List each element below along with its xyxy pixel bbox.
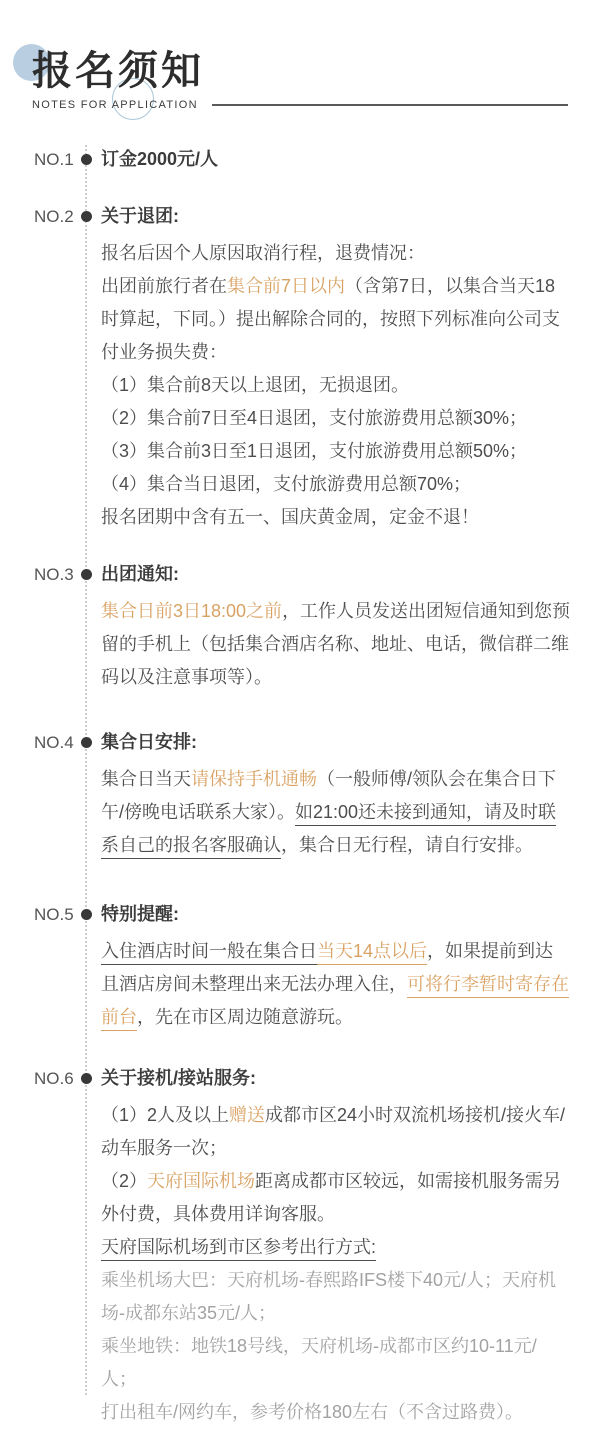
underlined-text: 入住酒店时间一般在集合日 <box>101 941 317 961</box>
section-assembly-day <box>0 726 600 862</box>
bullet-col <box>80 558 92 580</box>
text-run: （一般师傅/领队会在集合日下午/傍晚电话联系大家）。 <box>101 769 556 822</box>
text-run: 出团前旅行者在 <box>101 276 227 296</box>
text-run: （1）2人及以上 <box>101 1105 230 1125</box>
underlined-highlight-text: 可将行李暂时寄存在前台 <box>101 974 569 1027</box>
notes-list <box>0 143 600 1429</box>
page-title: 报名须知 <box>32 49 204 93</box>
paragraph-intro: 报名后因个人原因取消行程，退费情况： <box>101 243 425 263</box>
section-title: 集合日安排: <box>101 732 197 752</box>
paragraph <box>101 595 571 694</box>
bullet-dot-icon <box>81 1073 92 1084</box>
bullet-col <box>80 143 92 165</box>
subtitle-row <box>32 99 600 111</box>
bullet-dot-icon <box>81 569 92 580</box>
bullet-dot-icon <box>81 211 92 222</box>
reference-line: 乘坐地铁：地铁18号线，天府机场-成都市区约10-11元/人； <box>101 1336 537 1389</box>
section-title: 关于退团: <box>101 206 179 226</box>
section-content <box>101 898 571 1034</box>
section-number: NO.5 <box>34 905 74 924</box>
reference-line: 打出租车/网约车，参考价格180左右（不含过路费）。 <box>101 1402 524 1422</box>
section-departure-notice <box>0 558 600 694</box>
text-run: （2） <box>101 1171 148 1191</box>
underlined-text: 天府国际机场到市区参考出行方式: <box>101 1237 376 1257</box>
text-run: （含第7日，以集合当天18时算起，下同。）提出解除合同的，按照下列标准向公司支付业务损失费： <box>101 276 560 362</box>
section-number: NO.4 <box>34 733 74 752</box>
section-number: NO.6 <box>34 1069 74 1088</box>
text-run: ，先在市区周边随意游玩。 <box>137 1007 353 1027</box>
section-content <box>101 726 571 862</box>
text-run: ，工作人员发送出团短信通知到您预留的手机上（包括集合酒店名称、地址、电话，微信群二维码以及注意事项等）。 <box>101 601 571 687</box>
refund-rule-item: （2）集合前7日至4日退团，支付旅游费用总额30%； <box>101 408 528 428</box>
section-special-reminder <box>0 898 600 1034</box>
reference-title <box>101 1231 571 1264</box>
underlined-highlight-text: 当天14点以后 <box>317 941 428 961</box>
section-content <box>101 558 571 694</box>
page-subtitle: NOTES FOR APPLICATION <box>32 99 198 111</box>
bullet-dot-icon <box>81 737 92 748</box>
bullet-col <box>80 898 92 920</box>
section-title: 出团通知: <box>101 564 179 584</box>
text-run: 集合日当天 <box>101 769 191 789</box>
text-run: 成都市区24小时双流机场接机/接火车/动车服务一次； <box>101 1105 566 1158</box>
paragraph <box>101 763 571 862</box>
highlight-text: 请保持手机通畅 <box>191 769 317 789</box>
section-title: 关于接机/接站服务: <box>101 1068 256 1088</box>
section-content <box>101 200 571 534</box>
highlight-text: 天府国际机场 <box>147 1171 256 1191</box>
text-run: ，集合日无行程，请自行安排。 <box>281 835 533 855</box>
section-number: NO.2 <box>34 207 74 226</box>
bullet-dot-icon <box>81 909 92 920</box>
section-content <box>101 1062 571 1429</box>
highlight-text: 集合日前3日18:00之前 <box>101 601 283 621</box>
header-rule-line <box>212 104 568 106</box>
refund-rule-item: （1）集合前8天以上退团，无损退团。 <box>101 375 410 395</box>
section-number: NO.1 <box>34 150 74 169</box>
header <box>0 0 600 111</box>
section-content <box>101 143 571 180</box>
section-cancellation <box>0 200 600 534</box>
pickup-item <box>101 1099 571 1165</box>
underlined-text: 如21:00还未接到通知，请及时联系自己的报名客服确认 <box>101 802 557 855</box>
highlight-text: 集合前7日以内 <box>227 276 346 296</box>
bullet-col <box>80 200 92 222</box>
section-title: 特别提醒: <box>101 904 179 924</box>
section-number: NO.3 <box>34 565 74 584</box>
paragraph <box>101 935 571 1034</box>
pickup-item <box>101 1165 571 1231</box>
warning-text: 报名团期中含有五一、国庆黄金周，定金不退！ <box>101 507 479 527</box>
refund-rule-item: （3）集合前3日至1日退团，支付旅游费用总额50%； <box>101 441 528 461</box>
highlight-text: 赠送 <box>229 1105 266 1125</box>
bullet-col <box>80 1062 92 1084</box>
reference-line: 乘坐机场大巴：天府机场-春熙路IFS楼下40元/人；天府机场-成都东站35元/人； <box>101 1270 557 1323</box>
bullet-col <box>80 726 92 748</box>
section-pickup-service <box>0 1062 600 1429</box>
text-run: 距离成都市区较远，如需接机服务需另外付费，具体费用详询客服。 <box>101 1171 562 1224</box>
section-title: 订金2000元/人 <box>101 149 219 169</box>
section-deposit <box>0 143 600 180</box>
bullet-dot-icon <box>81 154 92 165</box>
paragraph-policy <box>101 270 571 369</box>
refund-rule-item: （4）集合当日退团，支付旅游费用总额70%； <box>101 474 472 494</box>
text-run: ，如果提前到达且酒店房间未整理出来无法办理入住， <box>101 941 554 994</box>
